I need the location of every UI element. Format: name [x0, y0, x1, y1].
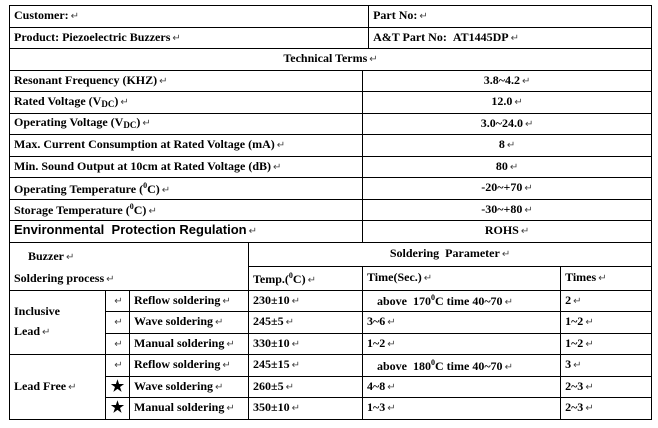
spec-row	[10, 113, 652, 135]
spec-name: Operating Temperature ($^0$C) ↵	[10, 178, 363, 200]
row-mark: ↵	[106, 312, 130, 334]
spec-value: 3.8~4.2 ↵	[363, 70, 652, 92]
time-column-header: Time(Sec.) ↵	[363, 266, 561, 290]
spec-value: 12.0 ↵	[363, 92, 652, 114]
soldering-method: Manual soldering ↵	[130, 398, 249, 420]
spec-value: 8 ↵	[363, 135, 652, 157]
spec-row	[10, 70, 652, 92]
part-no-label: Part No:	[373, 8, 418, 23]
spec-name: Resonant Frequency (KHZ) ↵	[10, 70, 363, 92]
soldering-row	[10, 290, 652, 312]
group-label-inclusive-lead: Inclusive Lead ↵	[10, 290, 106, 355]
soldering-time: above $170^0C$ time 40~70 ↵	[363, 290, 561, 312]
spec-name: Min. Sound Output at 10cm at Rated Voltage (dB) ↵	[10, 156, 363, 178]
soldering-row	[10, 312, 652, 334]
soldering-row	[10, 398, 652, 420]
soldering-row	[10, 376, 652, 398]
soldering-time: 3~6 ↵	[363, 312, 561, 334]
soldering-temp: 260±5 ↵	[249, 376, 363, 398]
spec-name: Max. Current Consumption at Rated Voltage (mA) ↵	[10, 135, 363, 157]
customer-label: Customer:	[14, 8, 69, 23]
at-part-no-cell: A&T Part No: AT1445DP ↵	[369, 27, 652, 49]
product-row	[10, 27, 652, 49]
times-column-header: Times ↵	[561, 266, 652, 290]
environmental-row	[10, 221, 652, 243]
soldering-method: Wave soldering ↵	[130, 312, 249, 334]
soldering-method: Manual soldering ↵	[130, 333, 249, 355]
customer-row	[10, 6, 652, 28]
environmental-value: ROHS ↵	[363, 221, 652, 243]
soldering-time: above $180^0C$ time 40~70 ↵	[363, 355, 561, 377]
product-cell: Product: Piezoelectric Buzzers ↵	[10, 27, 369, 49]
temp-column-header: Temp.($^0$C) ↵	[249, 266, 363, 290]
section-title-row	[10, 49, 652, 71]
spec-name: Storage Temperature ($^0$C) ↵	[10, 199, 363, 221]
spec-row	[10, 156, 652, 178]
spec-value: 80 ↵	[363, 156, 652, 178]
soldering-times: 2~3 ↵	[561, 376, 652, 398]
soldering-temp: 350±10 ↵	[249, 398, 363, 420]
row-mark: ↵	[106, 290, 130, 312]
at-part-no-value: AT1445DP	[452, 29, 509, 44]
group-label-lead-free: Lead Free ↵	[10, 355, 106, 420]
star-icon: ★	[110, 378, 125, 395]
spec-row	[10, 135, 652, 157]
soldering-temp: 330±10 ↵	[249, 333, 363, 355]
soldering-times: 3 ↵	[561, 355, 652, 377]
soldering-method: Wave soldering ↵	[130, 376, 249, 398]
soldering-method: Reflow soldering ↵	[130, 290, 249, 312]
row-mark: ↵	[106, 333, 130, 355]
soldering-times: 1~2 ↵	[561, 312, 652, 334]
row-mark	[106, 376, 130, 398]
star-icon: ★	[110, 400, 125, 417]
spec-row	[10, 92, 652, 114]
soldering-times: 2~3 ↵	[561, 398, 652, 420]
section-title: Technical Terms ↵	[10, 49, 652, 71]
soldering-method: Reflow soldering ↵	[130, 355, 249, 377]
environmental-label: Environmental Protection Regulation ↵	[10, 221, 363, 243]
row-mark	[106, 398, 130, 420]
spec-value: 3.0~24.0 ↵	[363, 113, 652, 135]
spec-name: Rated Voltage $(V_{DC})$ ↵	[10, 92, 363, 114]
at-part-no-label: A&T Part No:	[373, 29, 447, 44]
part-no-cell: Part No: ↵	[369, 6, 652, 28]
soldering-time: 1~3 ↵	[363, 398, 561, 420]
soldering-time: 1~2 ↵	[363, 333, 561, 355]
soldering-temp: 230±10 ↵	[249, 290, 363, 312]
spec-row	[10, 178, 652, 200]
soldering-times: 2 ↵	[561, 290, 652, 312]
spec-value: -20~+70 ↵	[363, 178, 652, 200]
soldering-row	[10, 355, 652, 377]
spec-value: -30~+80 ↵	[363, 199, 652, 221]
customer-cell: Customer: ↵	[10, 6, 369, 28]
spec-table	[9, 5, 652, 420]
spec-row	[10, 199, 652, 221]
product-label: Product: Piezoelectric Buzzers	[14, 29, 171, 44]
buzzer-process-header: Buzzer ↵ Soldering process ↵	[10, 242, 249, 290]
soldering-parameter-header: Soldering Parameter ↵	[249, 242, 652, 266]
soldering-time: 4~8 ↵	[363, 376, 561, 398]
soldering-temp: 245±15 ↵	[249, 355, 363, 377]
soldering-times: 1~2 ↵	[561, 333, 652, 355]
row-mark: ↵	[106, 355, 130, 377]
soldering-header-row	[10, 242, 652, 266]
soldering-row	[10, 333, 652, 355]
spec-name: Operating Voltage $(V_{DC})$ ↵	[10, 113, 363, 135]
soldering-temp: 245±5 ↵	[249, 312, 363, 334]
